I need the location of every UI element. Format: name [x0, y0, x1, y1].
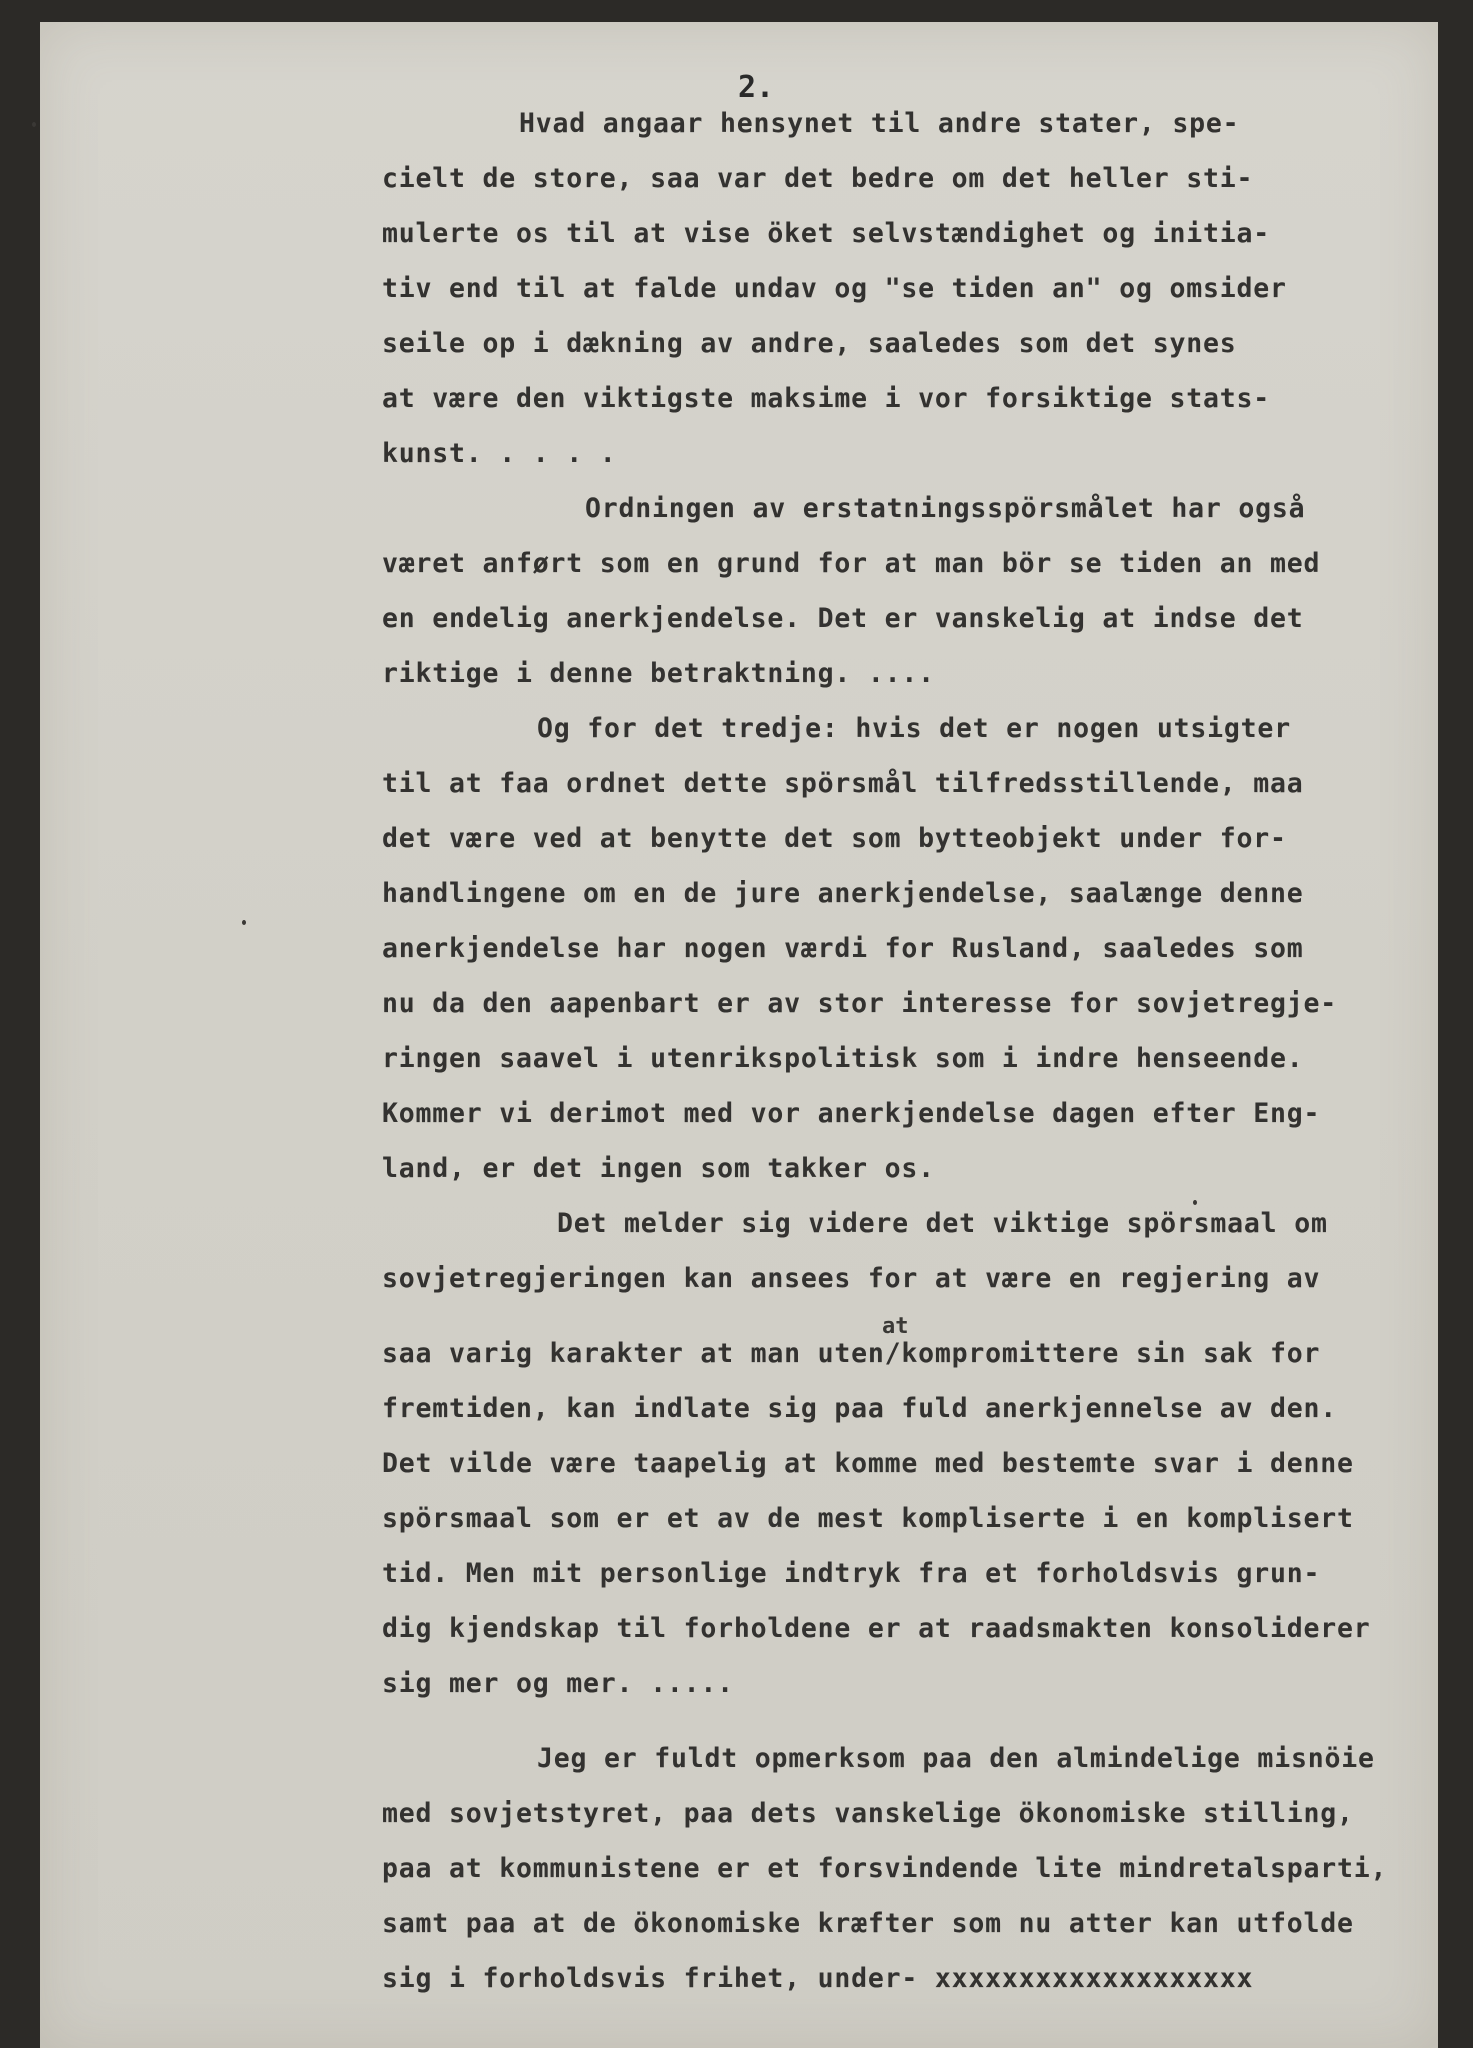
punch-mark: [242, 920, 246, 925]
text-line: anerkjendelse har nogen værdi for Rusland, saaledes som: [382, 933, 1304, 964]
text-line: været anført som en grund for at man bör se tiden an med: [382, 548, 1321, 579]
text-line: Det vilde være taapelig at komme med bestemte svar i denne: [382, 1448, 1354, 1479]
text-line: seile op i dækning av andre, saaledes som det synes: [382, 328, 1237, 359]
typewritten-page: [40, 22, 1438, 2048]
text-line: Ordningen av erstatningsspörsmålet har også: [585, 493, 1306, 524]
text-line: riktige i denne betraktning. ....: [382, 658, 935, 689]
text-line: ringen saavel i utenrikspolitisk som i indre henseende.: [382, 1043, 1304, 1074]
text-line: sig mer og mer. .....: [382, 1668, 734, 1699]
text-line: spörsmaal som er et av de mest kompliserte i en komplisert: [382, 1503, 1354, 1534]
text-line: tid. Men mit personlige indtryk fra et forholdsvis grun-: [382, 1558, 1321, 1589]
text-line: cielt de store, saa var det bedre om det heller sti-: [382, 163, 1254, 194]
text-line: at være den viktigste maksime i vor forsiktige stats-: [382, 383, 1270, 414]
text-line: sig i forholdsvis frihet, under- xxxxxxxxxxxxxxxxxxx: [382, 1963, 1254, 1994]
text-line: Kommer vi derimot med vor anerkjendelse dagen efter Eng-: [382, 1098, 1321, 1129]
text-line: sovjetregjeringen kan ansees for at være en regjering av: [382, 1263, 1321, 1294]
text-line: fremtiden, kan indlate sig paa fuld anerkjennelse av den.: [382, 1393, 1337, 1424]
text-line: dig kjendskap til forholdene er at raadsmakten konsoliderer: [382, 1613, 1371, 1644]
punch-mark: [32, 122, 36, 127]
text-line: med sovjetstyret, paa dets vanskelige ökonomiske stilling,: [382, 1798, 1354, 1829]
text-line: samt paa at de ökonomiske kræfter som nu atter kan utfolde: [382, 1908, 1354, 1939]
text-line: en endelig anerkjendelse. Det er vanskelig at indse det: [382, 603, 1304, 634]
text-line: paa at kommunistene er et forsvindende lite mindretalsparti,: [382, 1853, 1388, 1884]
page-number: 2.: [738, 70, 775, 105]
text-line: land, er det ingen som takker os.: [382, 1153, 935, 1184]
text-line: Og for det tredje: hvis det er nogen utsigter: [537, 713, 1291, 744]
text-line: handlingene om en de jure anerkjendelse, saalænge denne: [382, 878, 1304, 909]
text-line: Det melder sig videre det viktige spörsmaal om: [557, 1208, 1328, 1239]
text-line: Jeg er fuldt opmerksom paa den almindelige misnöie: [537, 1743, 1375, 1774]
text-line: mulerte os til at vise öket selvstændighet og initia-: [382, 218, 1270, 249]
text-line: saa varig karakter at man uten/kompromittere sin sak for: [382, 1338, 1321, 1369]
text-line: til at faa ordnet dette spörsmål tilfredsstillende, maa: [382, 768, 1304, 799]
text-line: kunst. . . . .: [382, 438, 617, 469]
handwritten-insert: at: [882, 1314, 909, 1339]
text-line: det være ved at benytte det som bytteobjekt under for-: [382, 823, 1287, 854]
punch-mark: [1193, 1200, 1197, 1205]
text-line: tiv end til at falde undav og "se tiden an" og omsider: [382, 273, 1287, 304]
text-line: nu da den aapenbart er av stor interesse for sovjetregje-: [382, 988, 1337, 1019]
text-line: Hvad angaar hensynet til andre stater, spe-: [519, 108, 1240, 139]
